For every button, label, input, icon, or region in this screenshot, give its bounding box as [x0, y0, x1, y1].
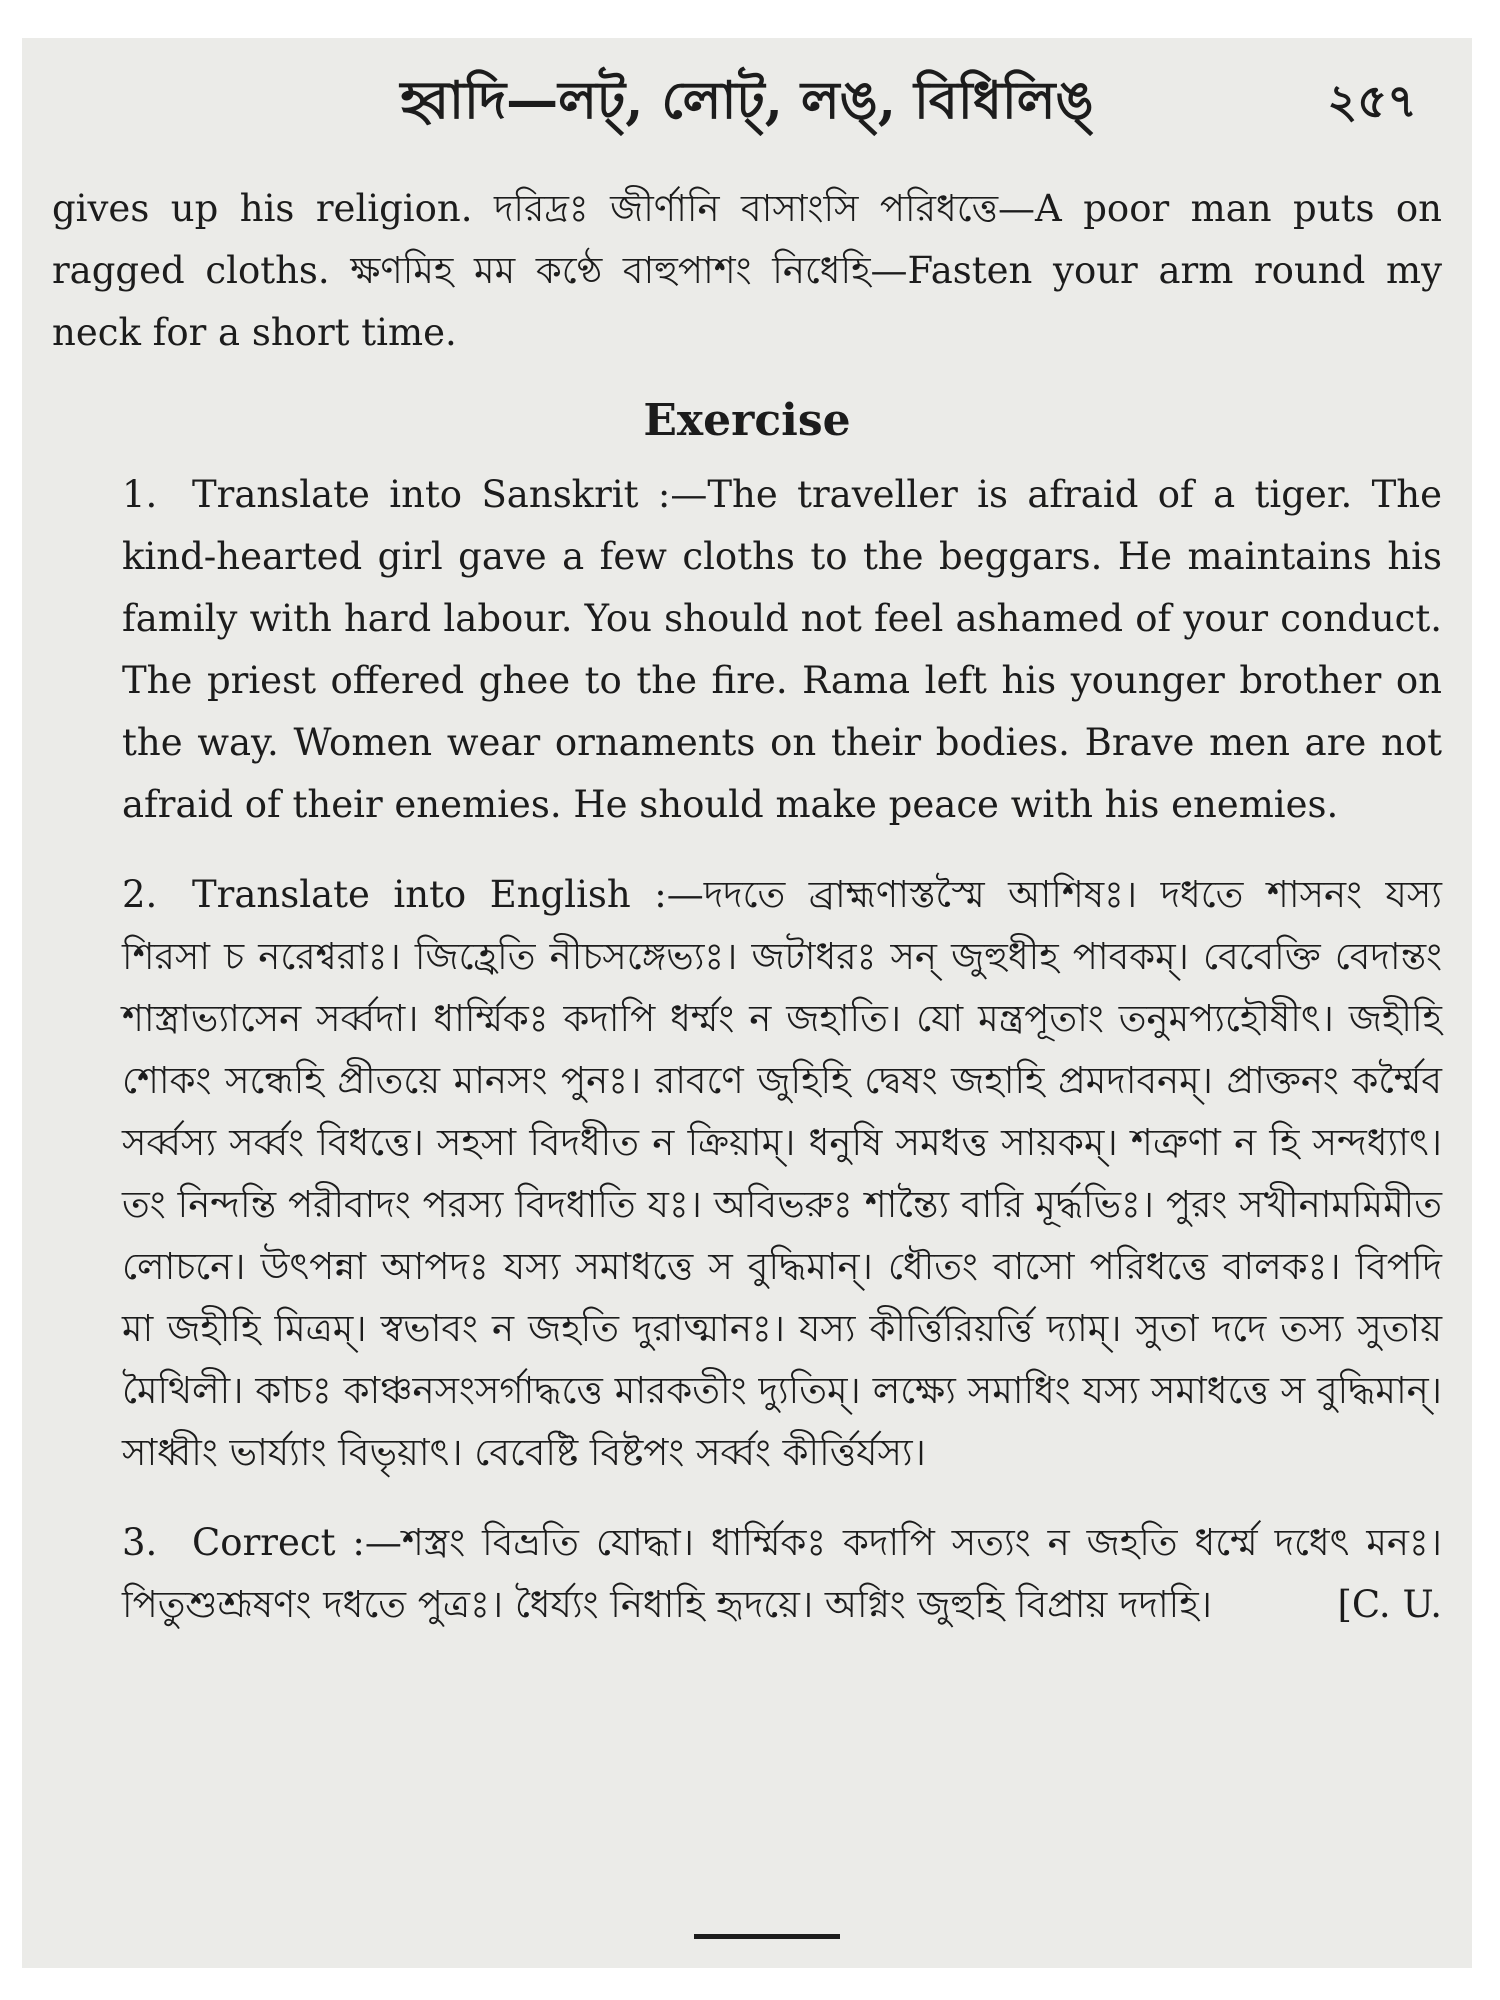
exercise-label: Translate into English :—: [192, 873, 704, 916]
intro-paragraph: gives up his religion. দরিদ্রঃ জীর্ণানি বাসাংসি পরিধত্তে—A poor man puts on ragged cloths. ক্ষণমিহ মম কণ্ঠে বাহুপাশং নিধেহি—Fasten your arm round my neck for a short time.: [52, 187, 1442, 354]
exercise-text: শস্ত্রং বিভ্রতি যোদ্ধা। ধার্ম্মিকঃ কদাপি সত্যং ন জহতি ধর্ম্মে দধেৎ মনঃ। পিতুশুশ্রূষণং দধতে পুত্রঃ। ধৈর্য্যং নিধাহি হৃদয়ে। অগ্নিং জুহুহি বিপ্রায় দদাহি।: [122, 1521, 1442, 1626]
exercise-text: দদতে ব্রাহ্মণাস্তস্মৈ আশিষঃ। দধতে শাসনং যস্য শিরসা চ নরেশ্বরাঃ। জিহ্রেতি নীচসঙ্গেভ্যঃ। জটাধরঃ সন্ জুহুধীহ পাবকম্। বেবেক্তি বেদান্তং শাস্ত্রাভ্যাসেন সর্ব্বদা। ধার্ম্মিকঃ কদাপি ধর্ম্মং ন জহাতি। যো মন্ত্রপূতাং তনুমপ্যহৌষীৎ। জহীহি শোকং সন্ধেহি প্রীতয়ে মানসং পুনঃ। রাবণে জুহিহি দ্বেষং জহাহি প্রমদাবনম্। প্রাক্তনং কর্ম্মৈব সর্ব্বস্য সর্ব্বং বিধত্তে। সহসা বিদধীত ন ক্রিয়াম্। ধনুষি সমধত্ত সায়কম্। শত্রুণা ন হি সন্দধ্যাৎ। তং নিন্দন্তি পরীবাদং পরস্য বিদধাতি যঃ। অবিভরুঃ শান্ত্যৈ বারি মূর্দ্ধভিঃ। পুরং সখীনামমিমীত লোচনে। উৎপন্না আপদঃ যস্য সমাধত্তে স বুদ্ধিমান্। ধৌতং বাসো পরিধত্তে বালকঃ। বিপদি মা জহীহি মিত্রম্। স্বভাবং ন জহতি দুরাত্মানঃ। যস্য কীর্ত্তিরিয়র্ত্তি দ্যাম্। সুতা দদে তস্য সুতায় মৈথিলী। কাচঃ কাঞ্চনসংসর্গাদ্ধত্তে মারকতীং দ্যুতিম্। লক্ষ্যে সমাধিং যস্য সমাধত্তে স বুদ্ধিমান্। সাধ্বীং ভার্য্যাং বিভৃয়াৎ। বেবেষ্টি বিষ্টপং সর্ব্বং কীর্ত্তির্যস্য।: [122, 873, 1442, 1474]
exercise-number: 3.: [122, 1521, 158, 1564]
page-number: ২৫৭: [1327, 74, 1417, 128]
exercise-1: [52, 464, 1442, 836]
page-header: [22, 66, 1472, 136]
page-body: [52, 178, 1442, 1636]
footer-rule: [694, 1934, 840, 1939]
exercise-3: [52, 1512, 1442, 1636]
book-page: [22, 38, 1472, 1968]
source-citation: [C. U.: [1337, 1583, 1442, 1626]
running-head: হ্বাদি—লট্, লোট্, লঙ্, বিধিলিঙ্: [400, 70, 1094, 131]
exercise-number: 2.: [122, 873, 158, 916]
exercise-label: Translate into Sanskrit :—: [192, 473, 708, 516]
exercise-text: The traveller is afraid of a tiger. The kind-hearted girl gave a few cloths to the beggars. He maintains his family with hard labour. You should not feel ashamed of your conduct. The priest offered ghee to the fire. Rama left his younger brother on the way. Women wear ornaments on their bodies. Brave men are not afraid of their enemies. He should make peace with his enemies.: [122, 473, 1442, 826]
exercise-2: [52, 864, 1442, 1484]
exercise-label: Correct :—: [192, 1521, 402, 1564]
section-heading: Exercise: [643, 395, 851, 446]
exercise-number: 1.: [122, 473, 158, 516]
